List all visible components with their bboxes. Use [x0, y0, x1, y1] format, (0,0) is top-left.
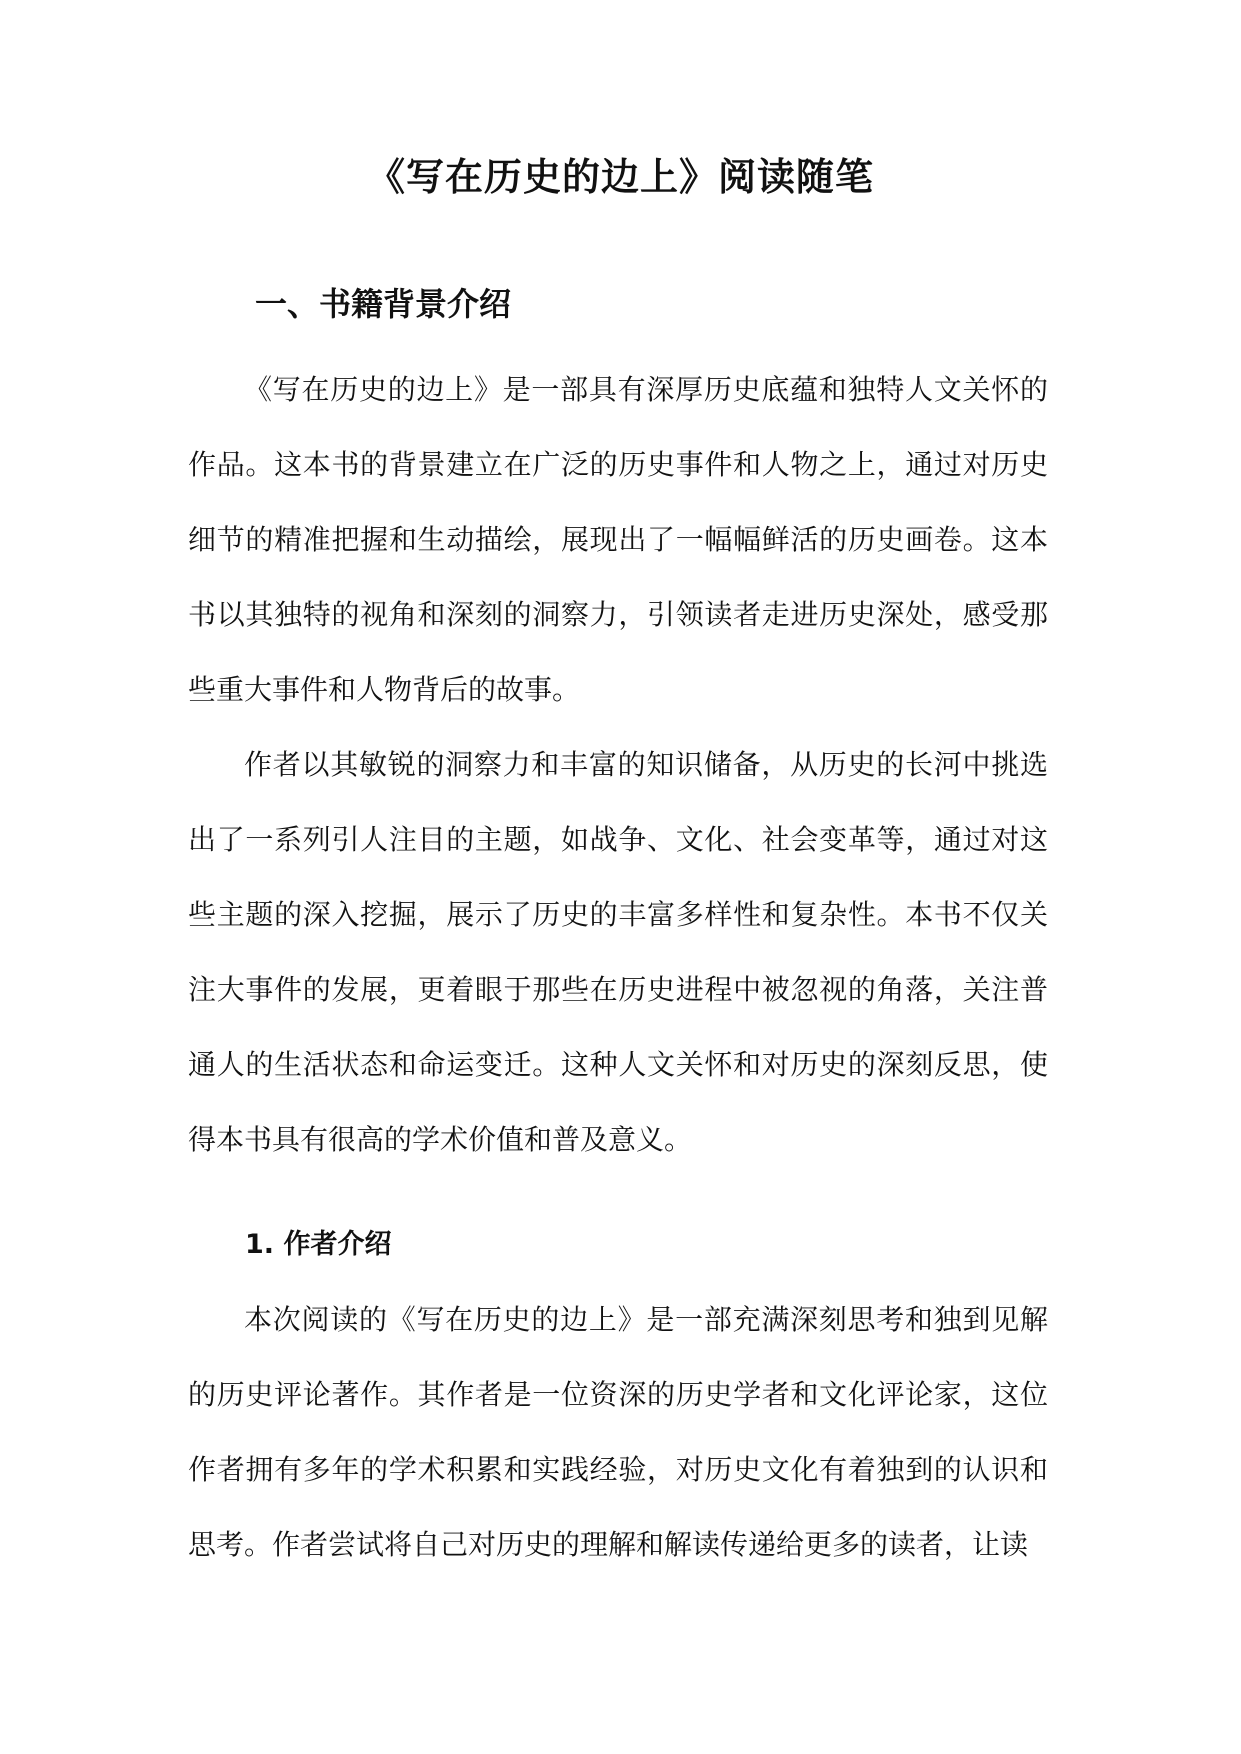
section-heading-background: 一、书籍背景介绍 [255, 285, 512, 323]
document-title: 《写在历史的边上》阅读随笔 [366, 154, 874, 199]
subsection-heading-author: 1. 作者介绍 [245, 1229, 392, 1260]
paragraph-author-1: 本次阅读的《写在历史的边上》是一部充满深刻思考和独到见解的历史评论著作。其作者是一位资深的历史学者和文化评论家，这位作者拥有多年的学术积累和实践经验，对历史文化有着独到的认识和思考。作者尝试将自己对历史的理解和解读传递给更多的读者，让读 [188, 1303, 1048, 1561]
paragraph-background-1: 《写在历史的边上》是一部具有深厚历史底蕴和独特人文关怀的作品。这本书的背景建立在广泛的历史事件和人物之上，通过对历史细节的精准把握和生动描绘，展现出了一幅幅鲜活的历史画卷。这本书以其独特的视角和深刻的洞察力，引领读者走进历史深处，感受那些重大事件和人物背后的故事。 [188, 373, 1048, 706]
paragraph-background-2: 作者以其敏锐的洞察力和丰富的知识储备，从历史的长河中挑选出了一系列引人注目的主题，如战争、文化、社会变革等，通过对这些主题的深入挖掘，展示了历史的丰富多样性和复杂性。本书不仅关注大事件的发展，更着眼于那些在历史进程中被忽视的角落，关注普通人的生活状态和命运变迁。这种人文关怀和对历史的深刻反思，使得本书具有很高的学术价值和普及意义。 [188, 748, 1048, 1156]
